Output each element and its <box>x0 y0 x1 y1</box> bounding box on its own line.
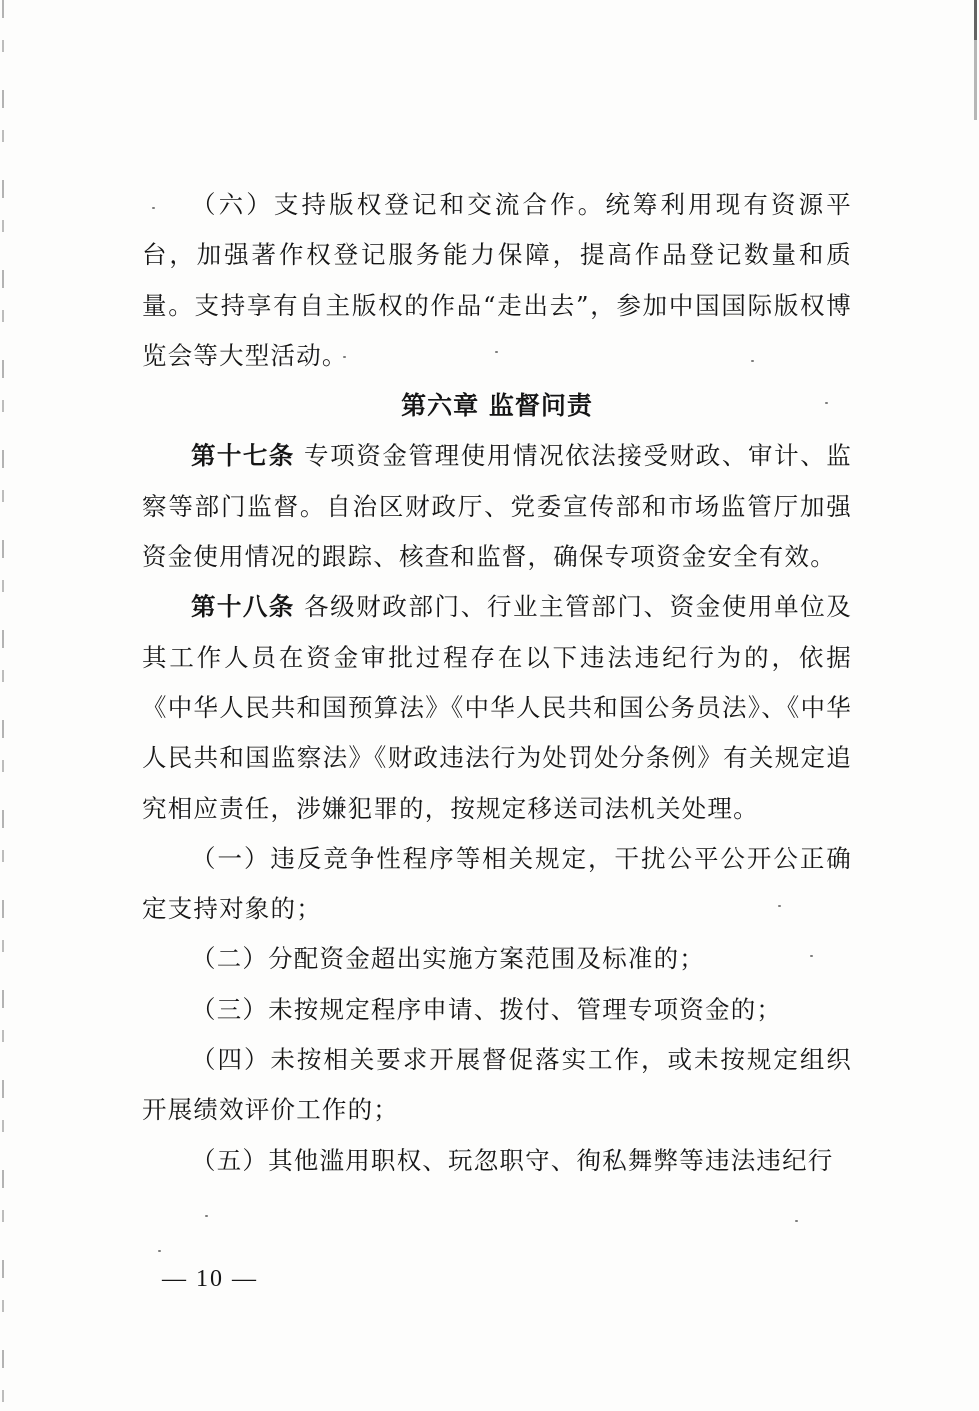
article-18-text: 各级财政部门、行业主管部门、资金使用单位及其工作人员在资金审批过程存在以下违法违纪行为的，依据《中华人民共和国预算法》《中华人民共和国公务员法》、《中华人民共和国监察法》《财政违法行为处罚处分条例》有关规定追究相应责任，涉嫌犯罪的，按规定移送司法机关处理。 <box>142 592 853 823</box>
chapter-title: 第六章 监督问责 <box>401 391 593 421</box>
scan-speck <box>205 1215 208 1217</box>
list-item-2: （二）分配资金超出实施方案范围及标准的； <box>191 944 705 974</box>
article-18-heading: 第十八条 <box>191 592 295 622</box>
paragraph-item-6: （六）支持版权登记和交流合作。统筹利用现有资源平台，加强著作权登记服务能力保障，提高作品登记数量和质量。支持享有自主版权的作品“走出去”，参加中国国际版权博览会等大型活动。 <box>142 190 852 370</box>
scan-speck <box>158 1250 161 1252</box>
list-item-1: （一）违反竞争性程序等相关规定，干扰公平公开公正确定支持对象的； <box>142 843 852 924</box>
list-item-5: （五）其他滥用职权、玩忽职守、徇私舞弊等违法违纪行 <box>191 1145 834 1175</box>
article-17 <box>142 431 852 582</box>
list-item-4: （四）未按相关要求开展督促落实工作，或未按规定组织开展绩效评价工作的； <box>142 1045 852 1125</box>
article-17-text: 专项资金管理使用情况依法接受财政、审计、监察等部门监督。自治区财政厅、党委宣传部和市场监管厅加强资金使用情况的跟踪、核查和监督，确保专项资金安全有效。 <box>142 441 853 572</box>
document-body <box>142 180 852 1186</box>
scan-edge-right <box>974 0 977 1411</box>
page-number: — 10 — <box>162 1266 258 1292</box>
list-item-3: （三）未按规定程序申请、拨付、管理专项资金的； <box>191 994 783 1024</box>
article-18 <box>142 582 852 833</box>
scan-edge-left <box>2 0 4 1411</box>
scan-speck <box>795 1220 798 1222</box>
article-17-heading: 第十七条 <box>191 441 295 471</box>
